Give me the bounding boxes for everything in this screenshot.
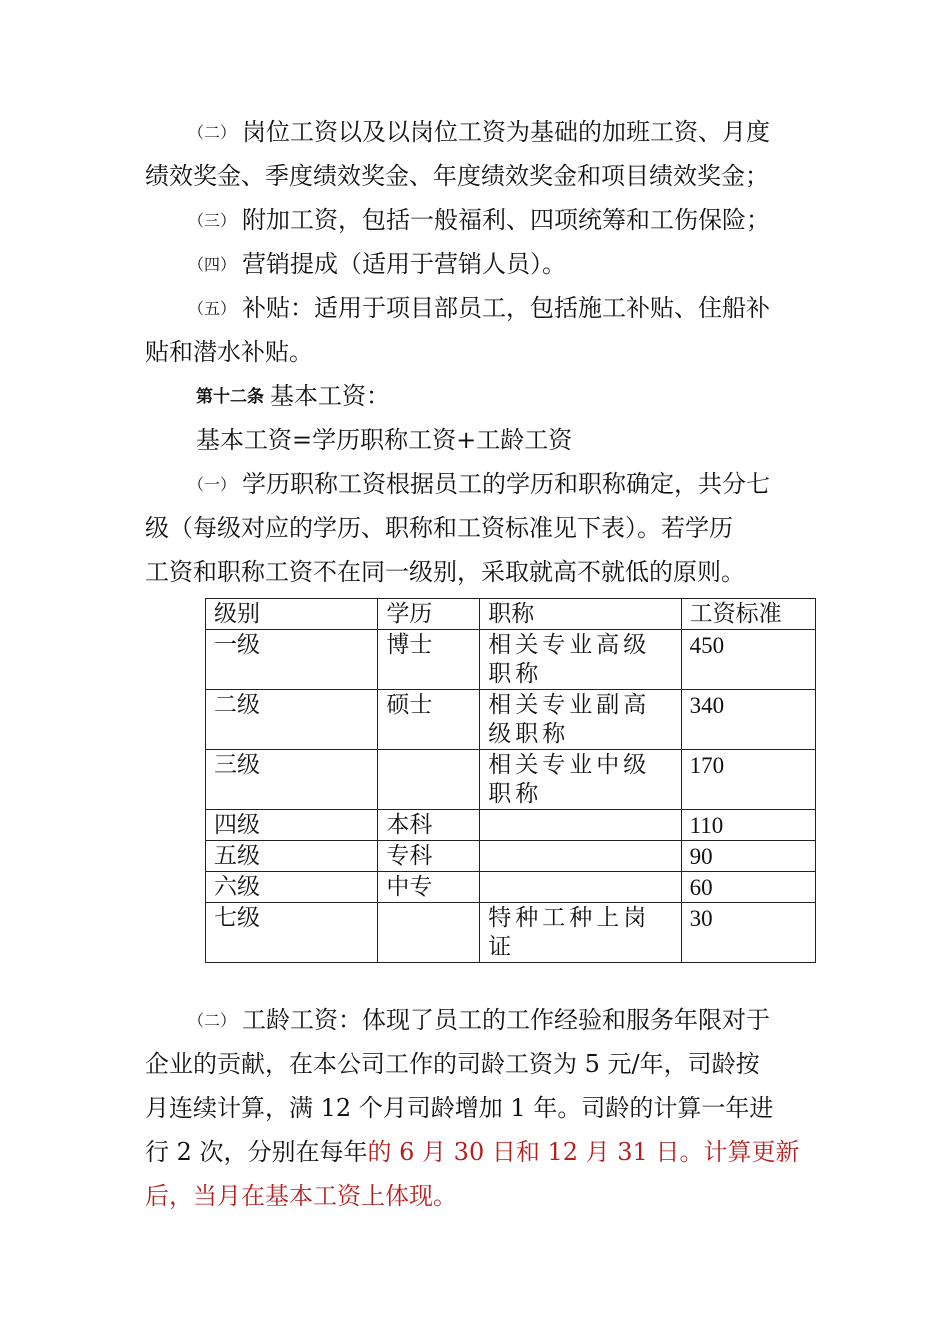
cell-education: 中专 [378,872,480,903]
section-2-text-1: 工龄工资：体现了员工的工作经验和服务年限对于 [242,1006,771,1034]
section-1-text-1: 学历职称工资根据员工的学历和职称确定，共分七 [242,470,771,498]
header-education: 学历 [378,599,480,630]
section-2-line-1 [188,998,868,1043]
section-1-line-2: 级（每级对应的学历、职称和工资标准见下表）。若学历 [145,514,733,542]
section-1-line-3: 工资和职称工资不在同一级别，采取就高不就低的原则。 [145,558,745,586]
table-row [206,750,816,810]
section-2-line-5-highlighted: 后，当月在基本工资上体现。 [145,1182,457,1210]
item-3 [188,198,868,243]
item-5-number: （五） [188,299,237,318]
table-row [206,630,816,690]
item-2-line-2: 绩效奖金、季度绩效奖金、年度绩效奖金和项目绩效奖金； [145,162,769,190]
cell-salary: 110 [681,810,815,841]
cell-education [378,903,480,963]
cell-salary: 170 [681,750,815,810]
article-12-label: 第十二条 [196,387,264,407]
cell-salary: 90 [681,841,815,872]
cell-level: 七级 [206,903,378,963]
section-2-line-4 [145,1130,825,1174]
cell-salary: 450 [681,630,815,690]
cell-level: 六级 [206,872,378,903]
item-3-text: 附加工资，包括一般福利、四项统筹和工伤保险； [242,206,771,234]
table-row [206,841,816,872]
item-4-text: 营销提成（适用于营销人员）。 [242,250,567,278]
article-12-title: 基本工资： [270,382,390,410]
section-1-number: （一） [188,475,237,494]
table-row [206,690,816,750]
item-3-number: （三） [188,211,237,230]
section-2-line-2: 企业的贡献，在本公司工作的司龄工资为 5 元/年，司龄按 [145,1050,760,1078]
cell-level: 一级 [206,630,378,690]
item-5-line-1 [188,286,868,331]
highlighted-dates: 的 6 月 30 日和 12 月 31 日。计算更新 [367,1138,800,1166]
cell-level: 四级 [206,810,378,841]
table-header-row [206,599,816,630]
cell-title [480,872,681,903]
article-12-heading [196,374,876,419]
item-2-number: （二） [188,123,237,142]
cell-salary: 30 [681,903,815,963]
header-level: 级别 [206,599,378,630]
section-2-number: （二） [188,1011,237,1030]
cell-salary: 60 [681,872,815,903]
item-4 [188,242,868,287]
table-row [206,810,816,841]
cell-level: 三级 [206,750,378,810]
cell-title: 相关专业副高级职称 [480,690,681,750]
item-2-line-1 [188,110,868,155]
cell-level: 五级 [206,841,378,872]
section-2-text-4a: 行 2 次，分别在每年 [145,1138,368,1166]
header-title: 职称 [480,599,681,630]
cell-education: 硕士 [378,690,480,750]
cell-title: 相关专业中级职称 [480,750,681,810]
item-4-number: （四） [188,255,237,274]
salary-formula: 基本工资=学历职称工资+工龄工资 [196,426,573,454]
header-salary: 工资标准 [681,599,815,630]
item-5-line-2: 贴和潜水补贴。 [145,338,313,366]
cell-title: 相关专业高级职称 [480,630,681,690]
salary-standard-table [205,598,816,963]
item-5-text-1: 补贴：适用于项目部员工，包括施工补贴、住船补 [242,294,771,322]
cell-title [480,810,681,841]
section-1-line-1 [188,462,868,507]
cell-education: 专科 [378,841,480,872]
cell-title: 特种工种上岗证 [480,903,681,963]
cell-salary: 340 [681,690,815,750]
table-row [206,872,816,903]
cell-education: 博士 [378,630,480,690]
item-2-text-1: 岗位工资以及以岗位工资为基础的加班工资、月度 [242,118,771,146]
cell-level: 二级 [206,690,378,750]
cell-education [378,750,480,810]
table-row [206,903,816,963]
cell-education: 本科 [378,810,480,841]
section-2-line-3: 月连续计算，满 12 个月司龄增加 1 年。司龄的计算一年进 [145,1094,774,1122]
cell-title [480,841,681,872]
